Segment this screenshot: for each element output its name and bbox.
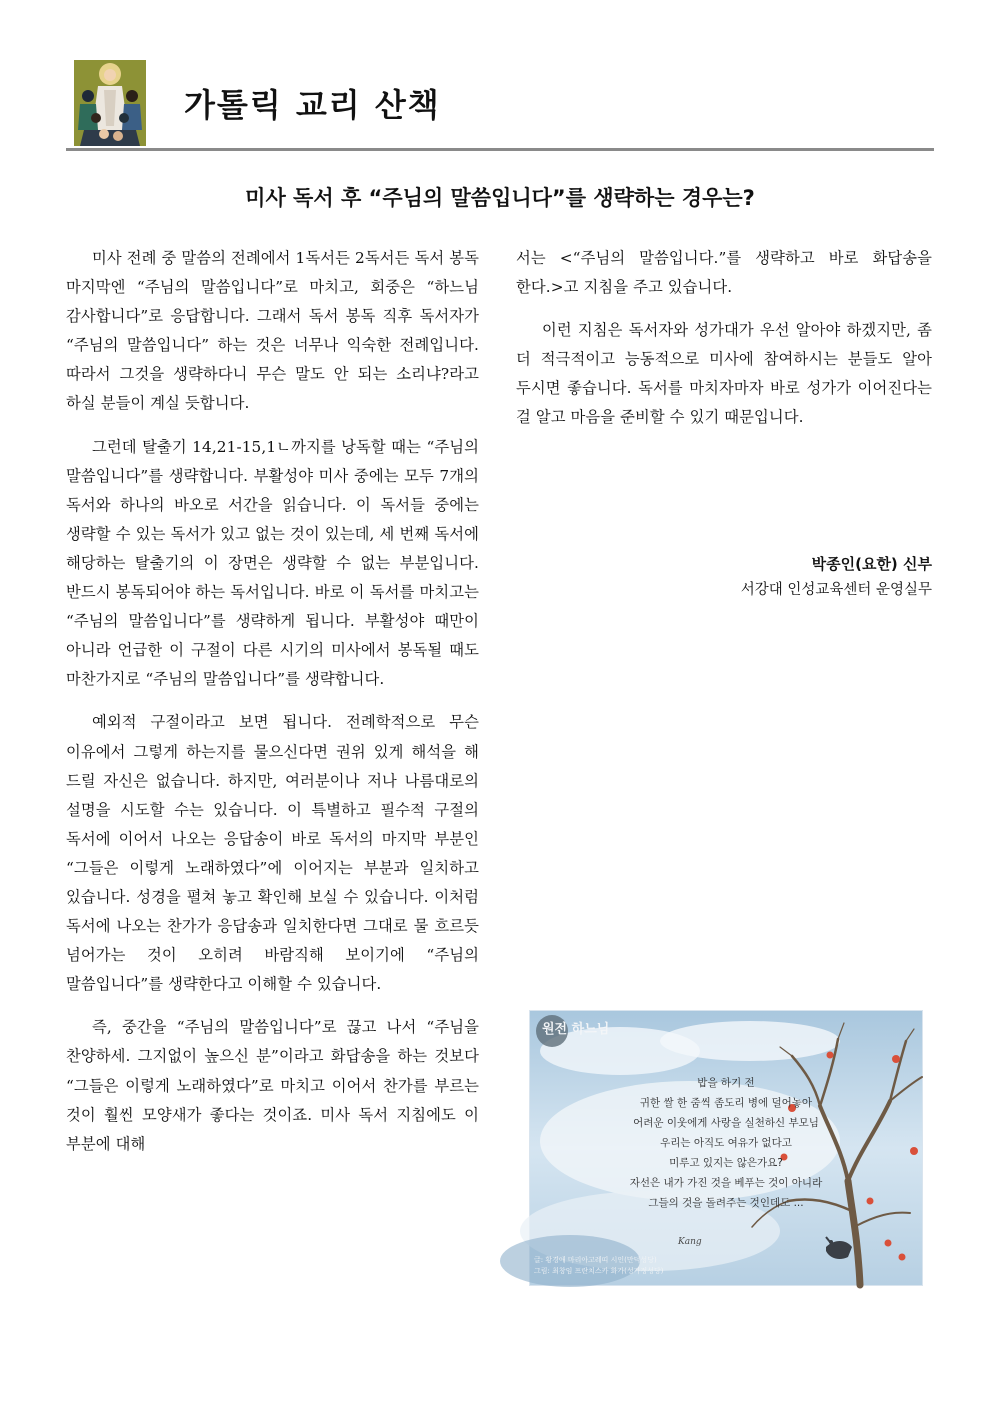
poem-line: 미루고 있지는 않은가요? xyxy=(669,1157,783,1169)
poem-card xyxy=(529,1010,923,1286)
paragraph: 이런 지침은 독서자와 성가대가 우선 알아야 하겠지만, 좀 더 적극적이고 능동적으로 미사에 참여하시는 분들도 알아 두시면 좋습니다. 독서를 마치자마자 바로 성가가 이어진다는 걸 알고 마음을 준비할 수 있기 때문입니다. xyxy=(516,321,932,427)
card-credits xyxy=(534,1255,663,1277)
header-divider xyxy=(66,148,934,151)
artist-signature: Kang xyxy=(678,1237,702,1247)
page-header xyxy=(66,58,934,150)
poem-line: 그들의 것을 돌려주는 것인데도 ... xyxy=(648,1197,804,1209)
paragraph: 예외적 구절이라고 보면 됩니다. 전례학적으로 무슨 이유에서 그렇게 하는지를 물으신다면 권위 있게 해석을 해 드릴 자신은 없습니다. 하지만, 여러분이나 저나 나름대로의 설명을 시도할 수는 있습니다. 이 특별하고 필수적 구절의 독서에 이어서 나오는 응답송이 바로 독서의 마지막 부분인 “그들은 이렇게 노래하였다”에 이어지는 부분과 일치하고 있습니다. 성경을 펼쳐 놓고 확인해 보실 수 있습니다. 이처럼 독서에 나오는 찬가가 응답송과 일치한다면 그대로 물 흐르듯 넘어가는 것이 오히려 바람직해 보이기에 “주님의 말씀입니다”를 생략한다고 이해할 수 있습니다. xyxy=(66,713,479,994)
paragraph: 미사 전례 중 말씀의 전례에서 1독서든 2독서든 독서 봉독 마지막엔 “주님의 말씀입니다”로 마치고, 회중은 “하느님 감사합니다”로 응답합니다. 그래서 독서 봉독 직후 독서자가 “주님의 말씀입니다” 하는 것은 너무나 익숙한 전례입니다. 따라서 그것을 생략하다니 무슨 말도 안 되는 소리냐?라고 하실 분들이 계실 듯합니다. xyxy=(66,249,479,413)
page-title: 가톨릭 교리 산책 xyxy=(184,86,441,124)
poem-line: 어려운 이웃에게 사랑을 실천하신 부모님 xyxy=(633,1117,819,1129)
card-stamp-text: 원전 하느님 xyxy=(542,1022,610,1037)
credit-line: 그림: 최창임 프란치스카 화가(성가정성당) xyxy=(534,1267,664,1275)
poem-line: 우리는 아직도 여유가 없다고 xyxy=(660,1137,792,1149)
left-column xyxy=(66,244,479,1324)
jesus-apostles-logo-icon xyxy=(74,60,146,146)
paragraph-continuation: 서는 <“주님의 말씀입니다.”를 생략하고 바로 화답송을 한다.>고 지침을 주고 있습니다. xyxy=(516,249,932,297)
poem-text xyxy=(530,1073,922,1213)
right-column xyxy=(516,244,932,564)
paragraph: 즉, 중간을 “주님의 말씀입니다”로 끊고 나서 “주님을 찬양하세. 그지없이 높으신 분”이라고 화답송을 하는 것보다 “그들은 이렇게 노래하였다”로 마치고 이어서 찬가를 부르는 것이 훨씬 모양새가 좋다는 것이죠. 미사 독서 지침에도 이 부분에 대해 xyxy=(66,1018,479,1153)
paragraph: 그런데 탈출기 14,21-15,1ㄴ까지를 낭독할 때는 “주님의 말씀입니다”를 생략합니다. 부활성야 미사 중에는 모두 7개의 독서와 하나의 바오로 서간을 읽습니다. 이 독서들 중에는 생략할 수 있는 독서가 있고 없는 것이 있는데, 세 번째 독서에 해당하는 탈출기의 이 장면은 생략할 수 없는 부분입니다. 반드시 봉독되어야 하는 독서입니다. 바로 이 독서를 마치고는 “주님의 말씀입니다”를 생략하게 됩니다. 부활성야 때만이 아니라 언급한 이 구절이 다른 시기의 미사에서 봉독될 때도 마찬가지로 “주님의 말씀입니다”를 생략합니다. xyxy=(66,437,479,689)
credit-line: 글: 황경애 마리아고레띠 시인(만덕성당) xyxy=(534,1256,657,1264)
article-subtitle: 미사 독서 후 “주님의 말씀입니다”를 생략하는 경우는? xyxy=(245,186,755,210)
card-stamp xyxy=(540,1017,610,1057)
author-name: 박종인(요한) 신부 xyxy=(811,555,932,573)
poem-line: 귀한 쌀 한 줌씩 좀도리 병에 덜어놓아 xyxy=(639,1097,813,1109)
poem-line: 밥을 하기 전 xyxy=(697,1077,755,1089)
author-role: 서강대 인성교육센터 운영실무 xyxy=(740,582,932,598)
poem-line: 자선은 내가 가진 것을 베푸는 것이 아니라 xyxy=(629,1177,823,1189)
author-block xyxy=(600,551,932,603)
